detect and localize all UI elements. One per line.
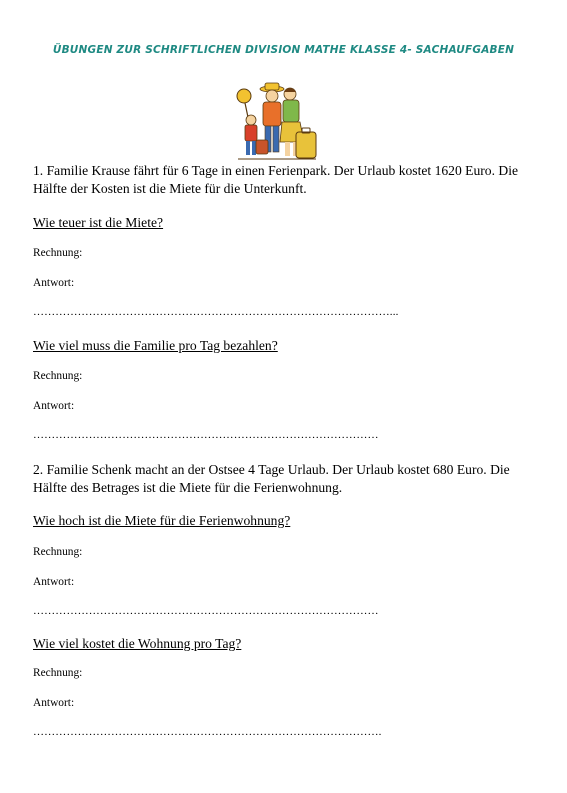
task-2-q1-rechnung-label: Rechnung:	[33, 546, 83, 558]
task-1-q1-rechnung-label: Rechnung:	[33, 247, 83, 259]
task-2-q2-rechnung-label: Rechnung:	[33, 667, 83, 679]
task-1-q2-antwort-label: Antwort:	[33, 400, 75, 412]
task-2-q1-answer-line[interactable]: …………………………………………………………………………………	[33, 605, 379, 617]
task-2-q1-antwort-label: Antwort:	[33, 576, 75, 588]
task-2-question-1: Wie hoch ist die Miete für die Ferienwohnung?	[33, 513, 291, 528]
task-2-text: 2. Familie Schenk macht an der Ostsee 4 Tage Urlaub. Der Urlaub kostet 680 Euro. Die Hälfte des Betrages ist die Miete für die Ferienwohnung.	[33, 462, 510, 495]
task-1-q1-answer-line[interactable]: ……………………………………………………………………………………...	[33, 306, 399, 318]
task-1-text: 1. Familie Krause fährt für 6 Tage in einen Ferienpark. Der Urlaub kostet 1620 Euro. Die Hälfte der Kosten ist die Miete für die Unterkunft.	[33, 163, 519, 196]
worksheet-title: ÜBUNGEN ZUR SCHRIFTLICHEN DIVISION MATHE KLASSE 4- SACHAUFGABEN	[52, 44, 515, 56]
task-2-q2-answer-line[interactable]: ………………………………………………………………………………….	[33, 726, 382, 738]
task-2-q2-antwort-label: Antwort:	[33, 697, 75, 709]
task-1-q2-rechnung-label: Rechnung:	[33, 370, 83, 382]
task-1-question-2: Wie viel muss die Familie pro Tag bezahlen?	[33, 338, 278, 353]
family-vacation-illustration-icon	[232, 80, 318, 164]
task-2-question-2: Wie viel kostet die Wohnung pro Tag?	[33, 636, 242, 651]
task-1-question-1: Wie teuer ist die Miete?	[33, 215, 164, 230]
task-1-q2-answer-line[interactable]: …………………………………………………………………………………	[33, 429, 379, 441]
task-1-q1-antwort-label: Antwort:	[33, 277, 75, 289]
